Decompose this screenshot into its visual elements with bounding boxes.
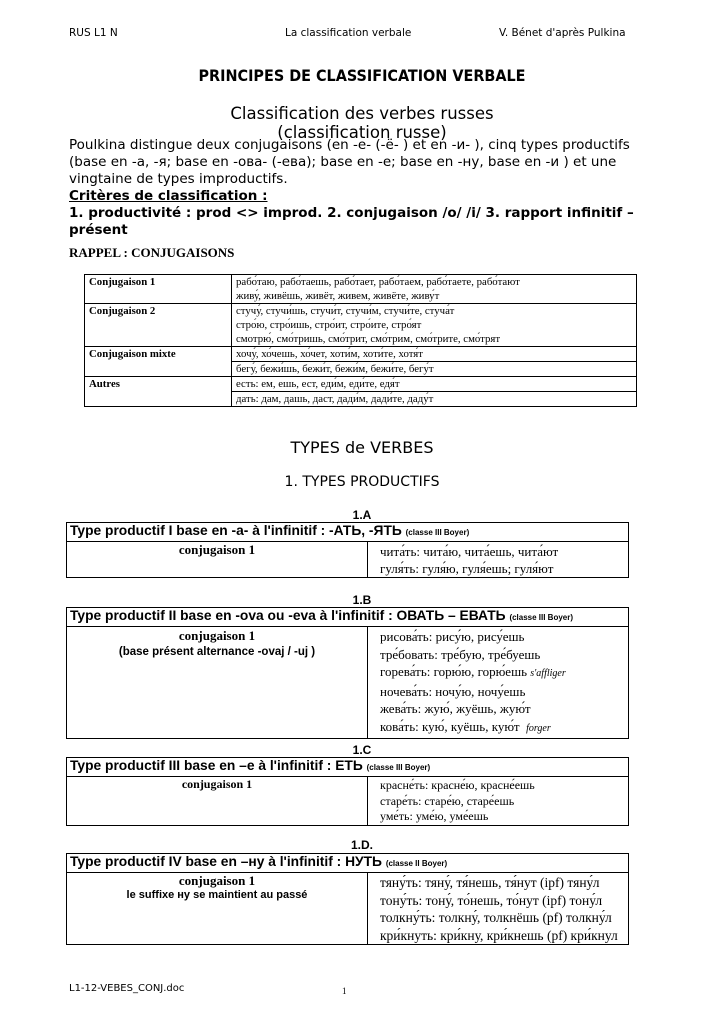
table-row [85,377,637,392]
example-line: тону́ть: тону́, то́нешь, то́нут (ipf) тону́л [380,892,603,908]
conj-forms: есть: ем, ешь, ест, еди́м, еди́те, едя́т [232,377,637,392]
example-line: тяну́ть: тяну́, тя́нешь, тя́нут (ipf) тяну́л [380,875,600,890]
example-line: уме́ть: уме́ю, уме́ешь [380,809,489,823]
type-examples [368,542,629,578]
table-row [85,347,637,362]
page-title: PRINCIPES DE CLASSIFICATION VERBALE [198,66,526,85]
type-header-main: Type productif I base en -a- à l'infinitif : -АТЬ, -ЯТЬ [70,523,402,538]
section-label: 1.C [352,743,372,757]
example-line: жева́ть: жую́, жуёшь, жую́т [380,701,531,717]
type-table-1d [66,853,629,945]
conj-forms: живу́, живёшь, живёт, живем, живёте, живу́т [232,289,637,304]
conj-forms: дать: дам, дашь, даст, дади́м, дади́те, даду́т [232,392,637,407]
conj-forms: хочу́, хо́чешь, хо́чет, хоти́м, хоти́те, хотя́т [232,347,637,362]
example-text: кова́ть: кую́, куёшь, кую́т [380,718,520,734]
type-left-cell [67,627,368,739]
example-line: старе́ть: старе́ю, старе́ешь [380,793,515,808]
table-row [85,275,637,290]
productive-title: 1. TYPES PRODUCTIFS [284,474,440,490]
conjugation-label: conjugaison 1 [178,873,256,888]
conj-label: Conjugaison 2 [85,304,232,347]
criteria-text: 1. productivité : prod <> improd. 2. conjugaison /o/ /i/ 3. rapport infinitif – présent [69,205,634,238]
example-line: кри́кнуть: кри́кну, кри́кнешь (pf) кри́кнул [380,927,618,943]
conjugation-label: conjugaison 1 [178,628,256,643]
rappel-heading: RAPPEL : CONJUGAISONS [69,245,235,260]
conjugation-label: conjugaison 1 [181,777,253,791]
section-label: 1.A [352,508,372,522]
type-header [67,854,629,873]
example-line: тре́бовать: тре́бую, тре́буешь [380,646,541,662]
intro-paragraph: Poulkina distingue deux conjugaisons (en -е- (-ё- ) et en -и- ), cinq types productifs (base en -а, -я; base en -ова- (-ева); base en -е; base en -ну, base en -и ) et une vingtaine de types improductifs. [69,137,630,187]
type-left-cell [67,542,368,578]
type-table-1a [66,522,629,578]
translation-note: s'affliger [530,668,566,680]
header-center: La classification verbale [285,27,412,39]
section-label: 1.D. [350,838,373,852]
example-line: толкну́ть: толкну́, толкнёшь (pf) толкну́л [380,910,612,925]
example-text: горева́ть: горю́ю, горю́ешь [380,664,528,680]
example-line: красне́ть: красне́ю, красне́ешь [380,778,535,792]
type-header-main: Type productif II base en -ova ou -eva à l'infinitif : ОВАТЬ – ЕВАТЬ [70,608,506,623]
type-header [67,758,629,777]
type-header-boyer: (classe III Boyer) [405,528,470,537]
type-header-boyer: (classe II Boyer) [385,859,448,868]
example-line: ночева́ть: ночу́ю, ночу́ешь [380,683,526,699]
example-line [380,663,625,683]
criteria-title: Critères de classification : [69,188,268,204]
suffix-note: le suffixe ну se maintient au passé [126,889,308,901]
type-table-1b [66,607,629,739]
type-examples [368,777,629,826]
example-line [380,718,625,738]
table-row [85,304,637,319]
example-line: чита́ть: чита́ю, чита́ешь, чита́ют [380,544,559,559]
footer-filename: L1-12-VEBES_CONJ.doc [69,983,185,994]
type-examples [368,627,629,739]
example-line: рисова́ть: рису́ю, рису́ешь [380,629,525,644]
conj-forms: рабо́таю, рабо́таешь, рабо́тает, рабо́таем, рабо́таете, рабо́тают [232,275,637,290]
alternance-note: (base présent alternance -ovaj / -uj ) [118,646,316,658]
header-right: V. Bénet d'après Pulkina [499,27,626,39]
page-number: 1 [342,986,347,996]
type-table-1c [66,757,629,826]
type-header [67,523,629,542]
type-header-main: Type productif IV base en –ну à l'infinitif : НУТЬ [70,854,382,869]
type-header-boyer: (classe III Boyer) [366,763,431,772]
type-header-main: Type productif III base en –e à l'infinitif : ЕТЬ [70,758,363,773]
conj-forms: стро́ю, стро́ишь, стро́ит, стро́ите, стро́ят [232,318,637,332]
conj-label: Conjugaison 1 [85,275,232,304]
intro-block [69,137,669,239]
conj-label: Conjugaison mixte [85,347,232,377]
header-left: RUS L1 N [69,27,118,39]
type-examples [368,873,629,945]
type-left-cell [67,873,368,945]
conjugations-table [84,274,637,407]
subtitle-line-2: (classification russe) [277,123,447,142]
conj-forms: бегу́, бежи́шь, бежи́т, бежи́м, бежи́те, бегу́т [232,362,637,377]
conj-forms: стучу́, стучи́шь, стучи́т, стучи́м, стучи́те, стуча́т [232,304,637,319]
translation-note: forger [526,722,551,734]
conjugation-label: conjugaison 1 [178,542,256,557]
conj-label: Autres [85,377,232,407]
conj-forms: смотрю́, смо́тришь, смо́трит, смо́трим, смо́трите, смо́трят [232,332,637,347]
example-line: гуля́ть: гуля́ю, гуля́ешь; гуля́ют [380,561,554,576]
type-left-cell [67,777,368,826]
type-header-boyer: (classe III Boyer) [509,613,574,622]
types-title: TYPES de VERBES [290,438,434,457]
subtitle-line-1: Classification des verbes russes [230,104,494,123]
type-header [67,608,629,627]
section-label: 1.B [352,593,372,607]
